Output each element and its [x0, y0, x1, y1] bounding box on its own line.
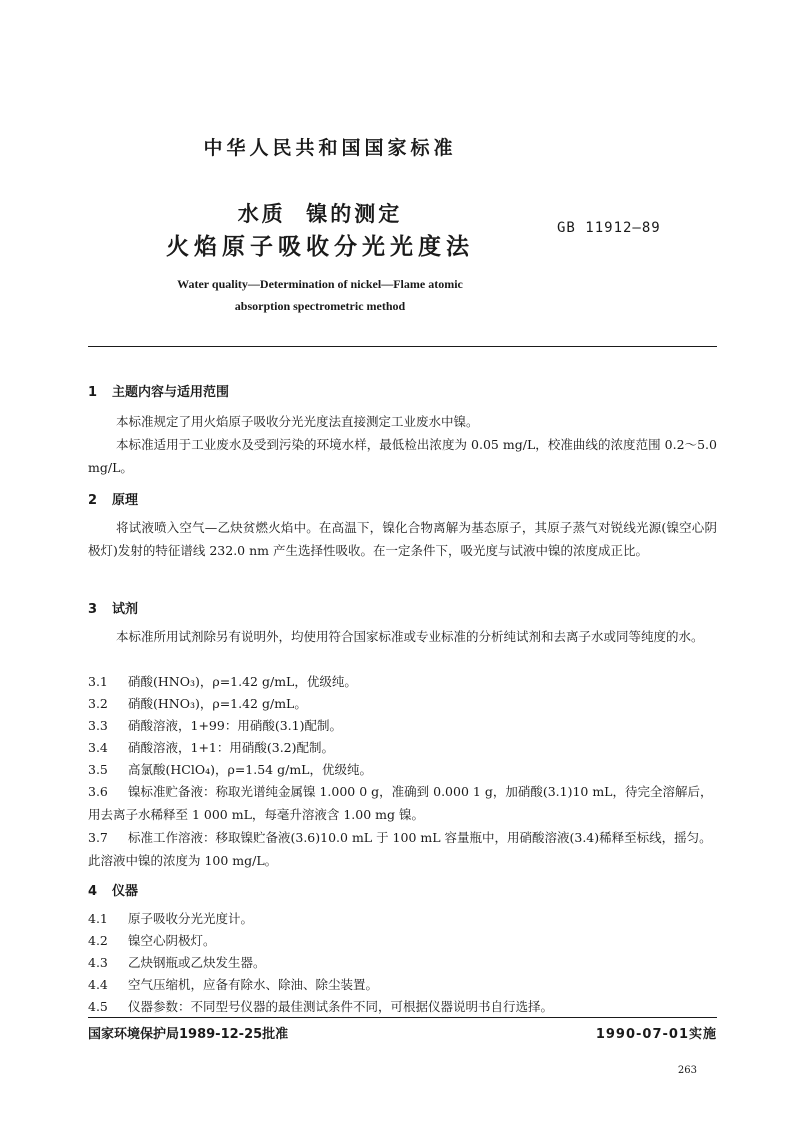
section-1-paragraph-2: 本标准适用于工业废水及受到污染的环境水样，最低检出浓度为 0.05 mg/L，校准曲线的浓度范围 0.2～5.0 mg/L。	[88, 437, 717, 475]
list-item	[88, 995, 717, 1018]
list-item	[88, 973, 717, 996]
item-text: 镍空心阴极灯。	[128, 933, 216, 948]
section-number: 3	[88, 602, 98, 617]
list-item	[88, 670, 717, 693]
section-2-paragraph-1: 将试液喷入空气—乙炔贫燃火焰中。在高温下，镍化合物离解为基态原子，其原子蒸气对锐线光源(镍空心阴极灯)发射的特征谱线 232.0 nm 产生选择性吸收。在一定条件下，吸光度与试液中镍的浓度成正比。	[88, 520, 717, 558]
document-title-line1: 水质 镍的测定	[237, 202, 403, 226]
item-number: 4.4	[88, 977, 108, 992]
section-title: 仪器	[112, 884, 139, 899]
section-3-paragraph-1: 本标准所用试剂除另有说明外，均使用符合国家标准或专业标准的分析纯试剂和去离子水或同等纯度的水。	[116, 629, 704, 644]
gb-standard-code: GB 11912—89	[557, 220, 661, 236]
item-number: 3.7	[88, 830, 108, 845]
list-item	[88, 929, 717, 952]
section-3-heading	[88, 598, 138, 617]
list-item	[88, 826, 717, 872]
item-number: 4.3	[88, 955, 108, 970]
section-4-heading	[88, 880, 138, 899]
list-item	[88, 714, 717, 737]
approval-statement: 国家环境保护局1989-12-25批准	[88, 1027, 289, 1042]
item-text: 乙炔钢瓶或乙炔发生器。	[128, 955, 266, 970]
page-number: 263	[677, 1065, 697, 1076]
item-text: 空气压缩机，应备有除水、除油、除尘装置。	[128, 977, 379, 992]
item-number: 3.2	[88, 696, 108, 711]
item-text: 原子吸收分光光度计。	[128, 911, 254, 926]
list-item	[88, 758, 717, 781]
section-1-heading	[88, 381, 229, 400]
item-number: 3.1	[88, 674, 108, 689]
item-number: 4.5	[88, 999, 108, 1014]
section-2-heading	[88, 489, 138, 508]
item-number: 3.3	[88, 718, 108, 733]
section-number: 4	[88, 884, 98, 899]
item-text: 硝酸溶液，1+99：用硝酸(3.1)配制。	[128, 718, 342, 733]
list-item	[88, 736, 717, 759]
list-item	[88, 907, 717, 930]
english-title-line2: absorption spectrometric method	[234, 299, 406, 313]
national-standard-heading: 中华人民共和国国家标准	[203, 137, 457, 159]
section-title: 原理	[112, 493, 139, 508]
item-text: 标准工作溶液：移取镍贮备液(3.6)10.0 mL 于 100 mL 容量瓶中，用硝酸溶液(3.4)稀释至标线，摇匀。此溶液中镍的浓度为 100 mg/L。	[88, 830, 712, 868]
list-item	[88, 692, 717, 715]
item-number: 4.1	[88, 911, 108, 926]
item-text: 镍标准贮备液：称取光谱纯金属镍 1.000 0 g，准确到 0.000 1 g，加硝酸(3.1)10 mL，待完全溶解后，用去离子水稀释至 1 000 mL，每毫升溶液含 1.00 mg 镍。	[88, 784, 713, 822]
document-title-line2: 火焰原子吸收分光光度法	[166, 234, 474, 260]
item-number: 3.6	[88, 784, 108, 799]
section-1-paragraph-1: 本标准规定了用火焰原子吸收分光光度法直接测定工业废水中镍。	[116, 414, 479, 429]
section-title: 试剂	[112, 602, 139, 617]
item-text: 高氯酸(HClO₄)，ρ=1.54 g/mL，优级纯。	[128, 762, 372, 777]
footer-divider	[88, 1017, 717, 1018]
item-text: 硝酸(HNO₃)，ρ=1.42 g/mL，优级纯。	[128, 674, 357, 689]
item-text: 硝酸溶液，1+1：用硝酸(3.2)配制。	[128, 740, 335, 755]
item-text: 仪器参数：不同型号仪器的最佳测试条件不同，可根据仪器说明书自行选择。	[128, 999, 554, 1014]
section-number: 2	[88, 493, 98, 508]
list-item	[88, 951, 717, 974]
item-number: 4.2	[88, 933, 108, 948]
item-text: 硝酸(HNO₃)，ρ=1.42 g/mL。	[128, 696, 307, 711]
item-number: 3.4	[88, 740, 108, 755]
section-number: 1	[88, 385, 98, 400]
implementation-date: 1990-07-01实施	[595, 1027, 717, 1042]
english-title-line1: Water quality—Determination of nickel—Flame atomic	[177, 277, 463, 291]
header-divider	[88, 346, 717, 347]
list-item	[88, 780, 717, 826]
item-number: 3.5	[88, 762, 108, 777]
section-title: 主题内容与适用范围	[112, 385, 230, 400]
